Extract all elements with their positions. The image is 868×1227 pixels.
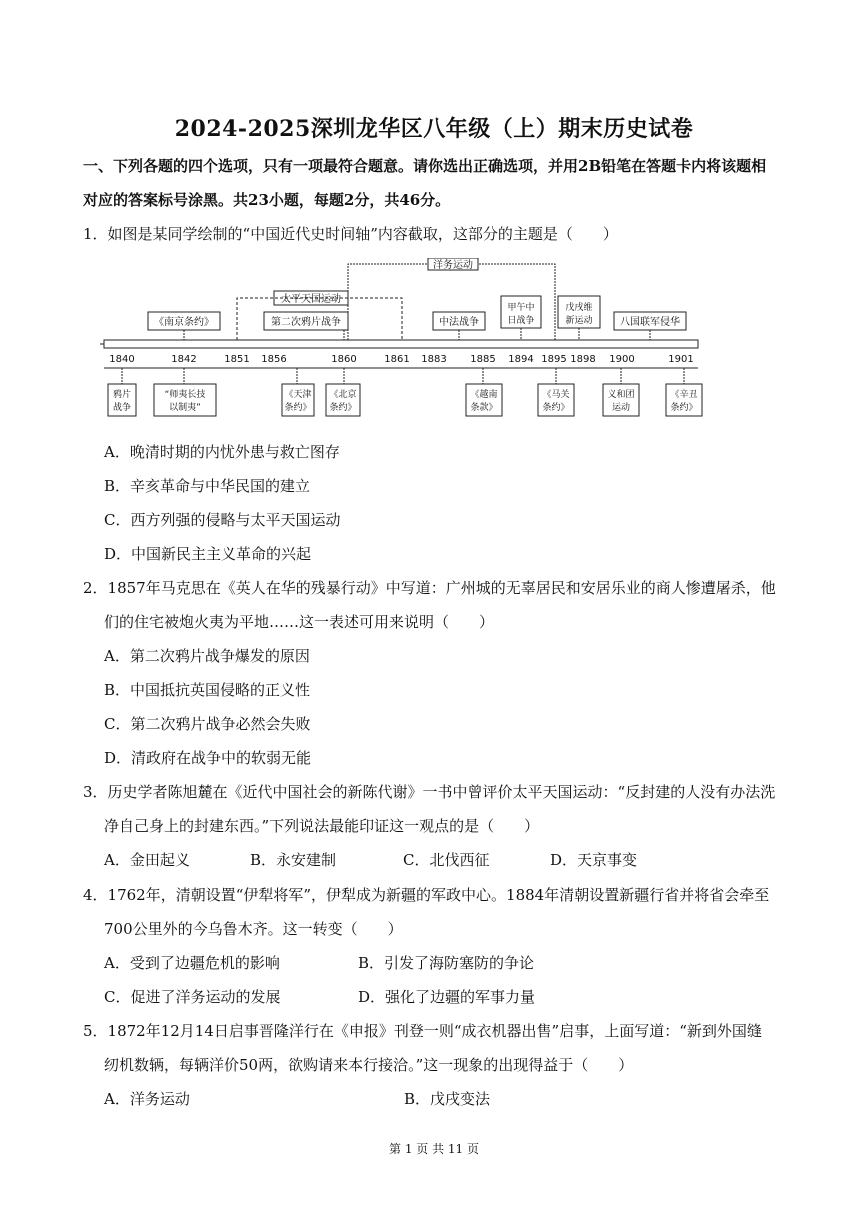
question-4-line1: 4．1762年，清朝设置“伊犁将军”，伊犁成为新疆的军政中心。1884年清朝设置新疆行省并将省会牵至	[83, 886, 770, 904]
year-label: 1860	[331, 354, 357, 365]
event-yihetuan: 义和团	[607, 390, 635, 400]
question-1-stem: 1．如图是某同学绘制的“中国近代史时间轴”内容截取，这部分的主题是（ ）	[83, 225, 618, 243]
q1-option-b: B．辛亥革命与中华民国的建立	[104, 477, 311, 495]
event-shiyi-2: 以制夷”	[169, 403, 201, 413]
q2-option-b: B．中国抵抗英国侵略的正义性	[104, 681, 311, 699]
section-instruction-line1: 一、下列各题的四个选项，只有一项最符合题意。请你选出正确选项，并用2B铅笔在答题卡内将该题相	[83, 157, 767, 175]
event-yihetuan-2: 运动	[611, 403, 631, 413]
year-label: 1895	[541, 354, 567, 365]
q5-option-a: A．洋务运动	[104, 1090, 190, 1108]
year-label: 1901	[668, 354, 694, 365]
event-beijing: 《北京	[329, 390, 357, 400]
q4-option-a: A．受到了边疆危机的影响	[104, 954, 280, 972]
year-label: 1898	[570, 354, 596, 365]
year-label: 1851	[224, 354, 250, 365]
event-second-opium: 第二次鸦片战争	[271, 317, 341, 328]
year-label: 1842	[171, 354, 197, 365]
event-baguo: 八国联军侵华	[620, 317, 680, 328]
q1-option-a: A．晚清时期的内忧外患与救亡图存	[104, 443, 340, 461]
question-2-line1: 2．1857年马克思在《英人在华的残暴行动》中写道：广州城的无辜居民和安居乐业的商人惨遭屠杀，他	[83, 579, 776, 597]
q4-option-b: B．引发了海防塞防的争论	[358, 954, 535, 972]
timeline-figure	[100, 258, 706, 428]
q4-option-d: D．强化了边疆的军事力量	[358, 988, 536, 1006]
q1-option-d: D．中国新民主主义革命的兴起	[104, 545, 312, 563]
event-jiawu: 甲午中	[507, 303, 535, 313]
event-tianjin: 《天津	[284, 390, 312, 400]
event-xinchou: 《辛丑	[670, 390, 698, 400]
event-beijing-2: 条约》	[329, 403, 357, 413]
page-footer: 第 1 页 共 11 页	[389, 1142, 479, 1156]
q2-option-a: A．第二次鸦片战争爆发的原因	[104, 647, 310, 665]
event-yuenan-2: 条款》	[470, 403, 498, 413]
q2-option-c: C．第二次鸦片战争必然会失败	[104, 715, 311, 733]
q3-option-d: D．天京事变	[550, 851, 638, 869]
q1-option-c: C．西方列强的侵略与太平天国运动	[104, 511, 341, 529]
q5-option-b: B．戊戌变法	[404, 1090, 491, 1108]
year-label: 1885	[470, 354, 496, 365]
q3-option-a: A．金田起义	[104, 851, 190, 869]
year-label: 1856	[261, 354, 287, 365]
event-tianjin-2: 条约》	[284, 403, 312, 413]
event-yuenan: 《越南	[470, 390, 498, 400]
event-nanjing: 《南京条约》	[154, 317, 214, 328]
event-taiping: 太平天国运动	[281, 294, 341, 305]
event-wuxu-2: 新运动	[565, 316, 593, 326]
event-jiawu-2: 日战争	[507, 316, 535, 326]
event-maguan-2: 条约》	[542, 403, 570, 413]
year-label: 1894	[508, 354, 534, 365]
event-wuxu: 戊戌维	[565, 303, 593, 313]
question-5-line2: 纫机数辆，每辆洋价50两，欲购请来本行接洽。”这一现象的出现得益于（ ）	[104, 1056, 634, 1074]
event-sinofrench: 中法战争	[439, 317, 479, 328]
event-opium: 鸦片	[112, 390, 132, 400]
question-4-line2: 700公里外的今乌鲁木齐。这一转变（ ）	[104, 920, 403, 938]
year-label: 1840	[109, 354, 135, 365]
timeline-axis	[104, 340, 698, 348]
question-3-line2: 净自己身上的封建东西。”下列说法最能印证这一观点的是（ ）	[104, 817, 540, 835]
section-instruction-line2: 对应的答案标号涂黑。共23小题，每题2分，共46分。	[83, 191, 451, 209]
event-maguan: 《马关	[542, 390, 570, 400]
year-label: 1861	[384, 354, 410, 365]
q4-option-c: C．促进了洋务运动的发展	[104, 988, 281, 1006]
question-3-line1: 3．历史学者陈旭麓在《近代中国社会的新陈代谢》一书中曾评价太平天国运动：“反封建的人没有办法洗	[83, 783, 776, 801]
event-xinchou-2: 条约》	[670, 403, 698, 413]
question-2-line2: 们的住宅被炮火夷为平地……这一表述可用来说明（ ）	[104, 613, 495, 631]
event-opium-2: 战争	[112, 403, 132, 413]
q2-option-d: D．清政府在战争中的软弱无能	[104, 749, 312, 767]
yangwu-bracket	[348, 264, 555, 340]
question-5-line1: 5．1872年12月14日启事晋隆洋行在《申报》刊登一则“成衣机器出售”启事，上面写道：“新到外国缝	[83, 1022, 762, 1040]
event-yangwu: 洋务运动	[433, 260, 473, 271]
year-label: 1900	[609, 354, 635, 365]
q3-option-b: B．永安建制	[250, 851, 337, 869]
page-title: 2024-2025深圳龙华区八年级（上）期末历史试卷	[174, 116, 694, 142]
event-shiyi: “师夷长技	[164, 390, 206, 400]
year-label: 1883	[421, 354, 447, 365]
q3-option-c: C．北伐西征	[403, 851, 490, 869]
